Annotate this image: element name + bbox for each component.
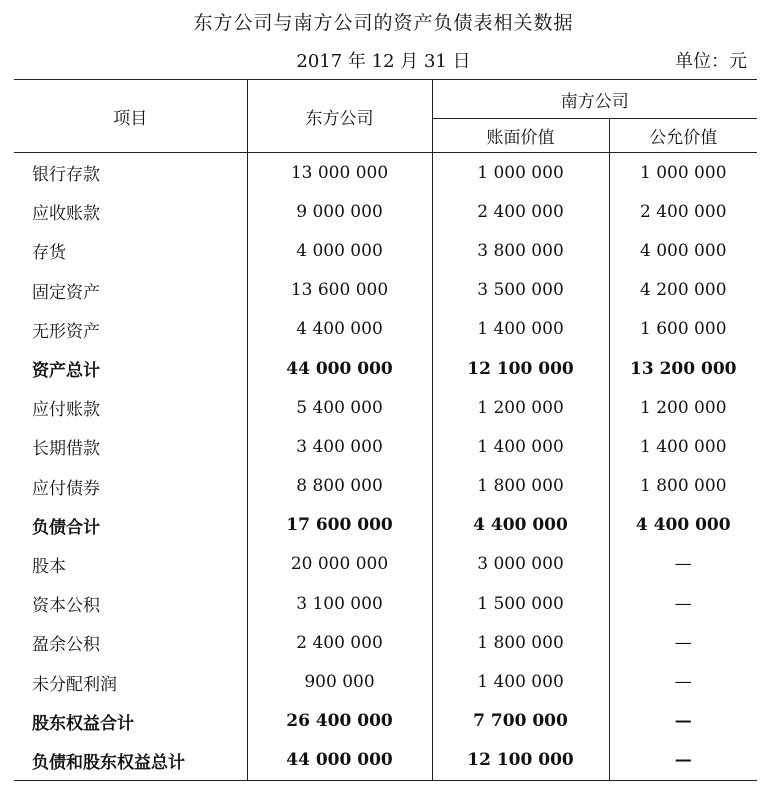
table-row xyxy=(14,310,757,349)
south-fair-value: — xyxy=(609,662,757,701)
east-value: 3 400 000 xyxy=(247,427,432,466)
south-book-value: 1 400 000 xyxy=(432,310,609,349)
table-row xyxy=(14,741,757,781)
south-fair-value: — xyxy=(609,741,757,781)
south-book-value: 4 400 000 xyxy=(432,506,609,545)
south-book-value: 1 800 000 xyxy=(432,623,609,662)
east-value: 44 000 000 xyxy=(247,349,432,388)
header-south-company: 南方公司 xyxy=(432,80,757,119)
south-book-value: 3 800 000 xyxy=(432,231,609,270)
south-book-value: 1 500 000 xyxy=(432,584,609,623)
south-book-value: 12 100 000 xyxy=(432,741,609,781)
table-row xyxy=(14,271,757,310)
row-name: 资本公积 xyxy=(14,584,247,623)
south-fair-value: 1 400 000 xyxy=(609,427,757,466)
row-name: 应付债券 xyxy=(14,467,247,506)
south-fair-value: 13 200 000 xyxy=(609,349,757,388)
south-fair-value: 4 200 000 xyxy=(609,271,757,310)
row-name: 股本 xyxy=(14,545,247,584)
south-fair-value: 1 000 000 xyxy=(609,153,757,193)
south-book-value: 1 400 000 xyxy=(432,662,609,701)
south-book-value: 2 400 000 xyxy=(432,192,609,231)
header-fair-value: 公允价值 xyxy=(609,119,757,153)
row-name: 股东权益合计 xyxy=(14,702,247,741)
south-book-value: 1 800 000 xyxy=(432,467,609,506)
table-row xyxy=(14,545,757,584)
balance-sheet-table xyxy=(14,79,757,781)
row-name: 存货 xyxy=(14,231,247,270)
east-value: 4 000 000 xyxy=(247,231,432,270)
table-row xyxy=(14,231,757,270)
south-fair-value: — xyxy=(609,584,757,623)
header-book-value: 账面价值 xyxy=(432,119,609,153)
south-book-value: 3 500 000 xyxy=(432,271,609,310)
east-value: 900 000 xyxy=(247,662,432,701)
east-value: 4 400 000 xyxy=(247,310,432,349)
table-row xyxy=(14,662,757,701)
row-name: 应收账款 xyxy=(14,192,247,231)
row-name: 无形资产 xyxy=(14,310,247,349)
row-name: 负债和股东权益总计 xyxy=(14,741,247,781)
east-value: 8 800 000 xyxy=(247,467,432,506)
east-value: 3 100 000 xyxy=(247,584,432,623)
south-fair-value: 4 000 000 xyxy=(609,231,757,270)
south-fair-value: — xyxy=(609,545,757,584)
table-row xyxy=(14,349,757,388)
table-body xyxy=(14,153,757,781)
south-fair-value: — xyxy=(609,702,757,741)
header-item: 项目 xyxy=(14,80,247,153)
south-fair-value: 1 200 000 xyxy=(609,388,757,427)
east-value: 20 000 000 xyxy=(247,545,432,584)
row-name: 固定资产 xyxy=(14,271,247,310)
table-row xyxy=(14,584,757,623)
east-value: 44 000 000 xyxy=(247,741,432,781)
row-name: 盈余公积 xyxy=(14,623,247,662)
row-name: 长期借款 xyxy=(14,427,247,466)
row-name: 负债合计 xyxy=(14,506,247,545)
east-value: 5 400 000 xyxy=(247,388,432,427)
row-name: 银行存款 xyxy=(14,153,247,193)
row-name: 未分配利润 xyxy=(14,662,247,701)
south-book-value: 1 200 000 xyxy=(432,388,609,427)
header-east-company: 东方公司 xyxy=(247,80,432,153)
table-row xyxy=(14,506,757,545)
table-title: 东方公司与南方公司的资产负债表相关数据 xyxy=(193,12,574,34)
table-row xyxy=(14,467,757,506)
table-row xyxy=(14,388,757,427)
table-row xyxy=(14,427,757,466)
east-value: 13 000 000 xyxy=(247,153,432,193)
south-fair-value: 1 600 000 xyxy=(609,310,757,349)
south-book-value: 12 100 000 xyxy=(432,349,609,388)
south-book-value: 1 400 000 xyxy=(432,427,609,466)
south-book-value: 7 700 000 xyxy=(432,702,609,741)
south-fair-value: 2 400 000 xyxy=(609,192,757,231)
table-row xyxy=(14,702,757,741)
table-row xyxy=(14,192,757,231)
table-row xyxy=(14,623,757,662)
east-value: 13 600 000 xyxy=(247,271,432,310)
east-value: 9 000 000 xyxy=(247,192,432,231)
south-book-value: 1 000 000 xyxy=(432,153,609,193)
row-name: 资产总计 xyxy=(14,349,247,388)
south-fair-value: 1 800 000 xyxy=(609,467,757,506)
row-name: 应付账款 xyxy=(14,388,247,427)
table-row xyxy=(14,153,757,193)
east-value: 17 600 000 xyxy=(247,506,432,545)
south-fair-value: 4 400 000 xyxy=(609,506,757,545)
east-value: 26 400 000 xyxy=(247,702,432,741)
east-value: 2 400 000 xyxy=(247,623,432,662)
south-book-value: 3 000 000 xyxy=(432,545,609,584)
report-date: 2017 年 12 月 31 日 xyxy=(296,51,471,72)
unit-label: 单位：元 xyxy=(675,51,747,72)
south-fair-value: — xyxy=(609,623,757,662)
